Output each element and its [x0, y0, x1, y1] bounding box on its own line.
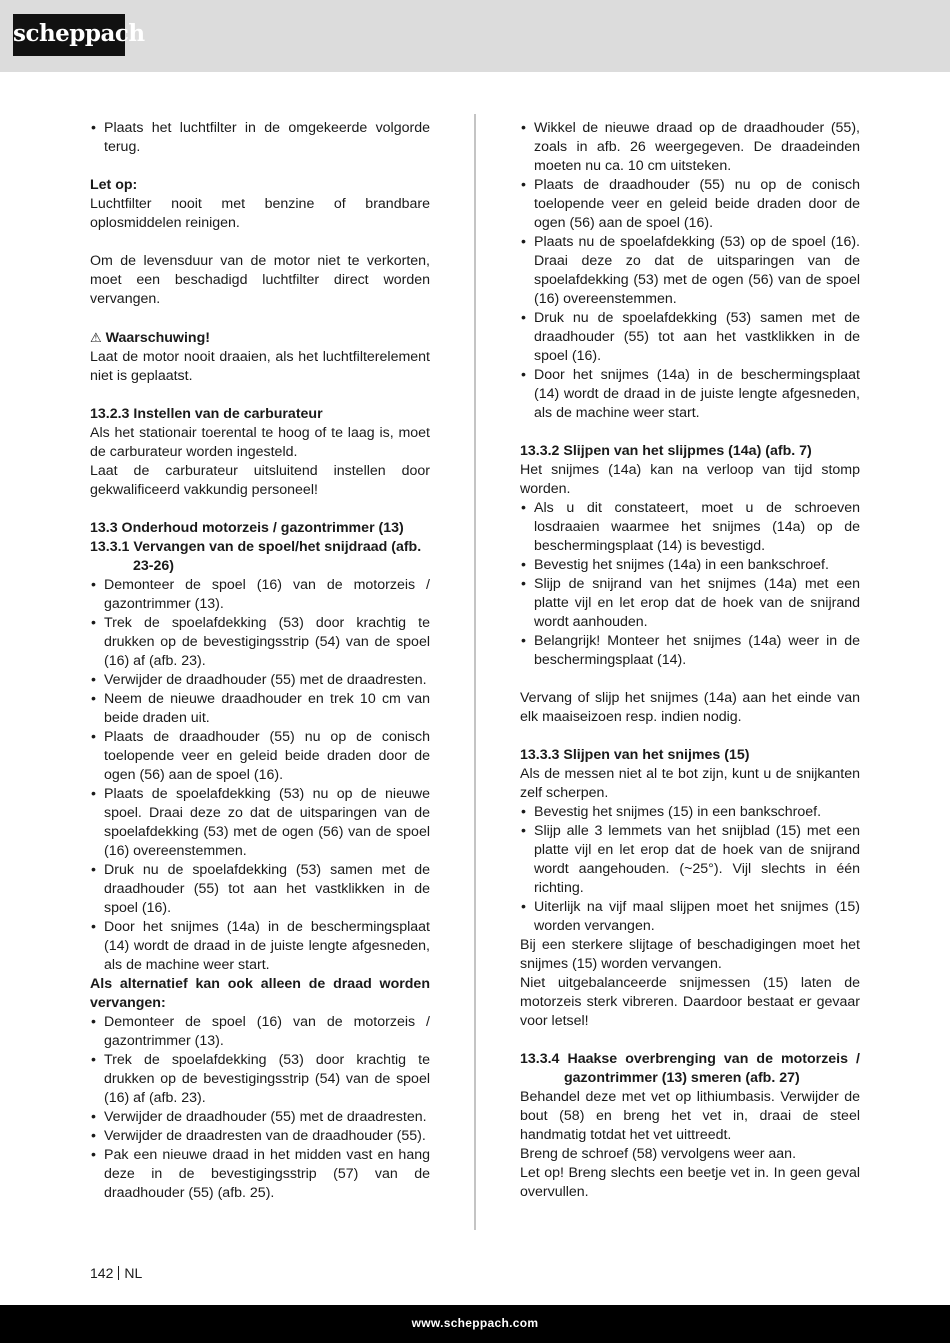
list-item: • Slijp de snijrand van het snijmes (14a) met een platte vijl en let erop dat de hoek van de snijrand wordt aanhouden.	[520, 575, 860, 632]
page-number-value: 142	[90, 1265, 114, 1281]
list-item: • Verwijder de draadresten van de draadhouder (55).	[90, 1127, 430, 1146]
list-item: • Wikkel de nieuwe draad op de draadhouder (55), zoals in afb. 26 weergegeven. De draadeinden moeten nu ca. 10 cm uitsteken.	[520, 119, 860, 176]
list-item: • Druk nu de spoelafdekking (53) samen met de draadhouder (55) tot aan het vastklikken in de spoel (16).	[90, 861, 430, 918]
paragraph: Niet uitgebalanceerde snijmessen (15) laten de motorzeis sterk vibreren. Daardoor bestaat er gevaar voor letsel!	[520, 975, 860, 1029]
warning-label: Waarschuwing!	[105, 330, 210, 346]
line-winding-list	[520, 119, 860, 423]
note-label: Let op:	[90, 177, 138, 193]
blade-sharpening-list	[520, 499, 860, 670]
cutting-blade-list	[520, 803, 860, 936]
list-item: • Belangrijk! Monteer het snijmes (14a) weer in de beschermingsplaat (14).	[520, 632, 860, 670]
website-url: www.scheppach.com	[411, 1316, 539, 1330]
alternative-label: Als alternatief kan ook alleen de draad worden vervangen:	[90, 976, 430, 1011]
air-filter-list	[90, 119, 430, 157]
section-heading: 13.3 Onderhoud motorzeis / gazontrimmer (13)	[90, 520, 404, 536]
note-text: Luchtfilter nooit met benzine of brandbare oplosmiddelen reinigen.	[90, 196, 430, 231]
list-item: • Trek de spoelafdekking (53) door krachtig te drukken op de bevestigingsstrip (54) van de spoel (16) af (afb. 23).	[90, 614, 430, 671]
list-item: • Door het snijmes (14a) in de beschermingsplaat (14) wordt de draad in de juiste lengte afgesneden, als de machine weer start.	[90, 918, 430, 975]
warning-text: Laat de motor nooit draaien, als het luchtfilterelement niet is geplaatst.	[90, 349, 430, 384]
list-item: • Plaats nu de spoelafdekking (53) op de spoel (16). Draai deze zo dat de uitsparingen van de spoelafdekking (53) met de ogen (56) van de spoel (16) overeenstemmen.	[520, 233, 860, 309]
column-divider	[474, 114, 476, 1230]
list-item: • Uiterlijk na vijf maal slijpen moet het snijmes (15) worden vervangen.	[520, 898, 860, 936]
paragraph: Om de levensduur van de motor niet te verkorten, moet een beschadigd luchtfilter direct worden vervangen.	[90, 253, 430, 307]
paragraph: Laat de carburateur uitsluitend instellen door gekwalificeerd vakkundig personeel!	[90, 463, 430, 498]
subsection-heading: 13.3.2 Slijpen van het slijpmes (14a) (afb. 7)	[520, 443, 812, 459]
list-item: • Verwijder de draadhouder (55) met de draadresten.	[90, 671, 430, 690]
paragraph: Het snijmes (14a) kan na verloop van tijd stomp worden.	[520, 462, 860, 497]
header-band	[0, 0, 950, 72]
warning-heading	[90, 328, 430, 348]
list-item: • Plaats het luchtfilter in de omgekeerde volgorde terug.	[90, 119, 430, 157]
list-item: • Als u dit constateert, moet u de schroeven losdraaien waarmee het snijmes (14a) op de beschermingsplaat (14) is bevestigd.	[520, 499, 860, 556]
list-item: • Plaats de draadhouder (55) nu op de conisch toelopende veer en geleid beide draden door de ogen (56) aan de spoel (16).	[90, 728, 430, 785]
list-item: • Druk nu de spoelafdekking (53) samen met de draadhouder (55) tot aan het vastklikken in de spoel (16).	[520, 309, 860, 366]
warning-icon: ⚠	[90, 330, 102, 345]
paragraph: Vervang of slijp het snijmes (14a) aan het einde van elk maaiseizoen resp. indien nodig.	[520, 690, 860, 725]
list-item: • Neem de nieuwe draadhouder en trek 10 cm van beide draden uit.	[90, 690, 430, 728]
right-column	[520, 119, 860, 1202]
list-item: • Trek de spoelafdekking (53) door krachtig te drukken op de bevestigingsstrip (54) van de spoel (16) af (afb. 23).	[90, 1051, 430, 1108]
list-item: • Plaats de spoelafdekking (53) nu op de nieuwe spoel. Draai deze zo dat de uitsparingen van de spoelafdekking (53) met de ogen (56) van de spoel (16) overeenstemmen.	[90, 785, 430, 861]
paragraph: Let op! Breng slechts een beetje vet in. In geen geval overvullen.	[520, 1165, 860, 1200]
paragraph: Bij een sterkere slijtage of beschadigingen moet het snijmes (15) worden vervangen.	[520, 937, 860, 972]
page-separator	[118, 1266, 119, 1280]
subsection-heading: 13.3.1 Vervangen van de spoel/het snijdraad (afb. 23-26)	[90, 539, 422, 574]
left-column	[90, 119, 430, 1203]
list-item: • Verwijder de draadhouder (55) met de draadresten.	[90, 1108, 430, 1127]
list-item: • Slijp alle 3 lemmets van het snijblad (15) met een platte vijl en let erop dat de hoek van de snijrand wordt aangehouden. (~25°). Vijl slechts in één richting.	[520, 822, 860, 898]
list-item: • Pak een nieuwe draad in het midden vast en hang deze in de bevestigingsstrip (57) van de draadhouder (55) (afb. 25).	[90, 1146, 430, 1203]
paragraph: Als de messen niet al te bot zijn, kunt u de snijkanten zelf scherpen.	[520, 766, 860, 801]
list-item: • Plaats de draadhouder (55) nu op de conisch toelopende veer en geleid beide draden door de ogen (56) aan de spoel (16).	[520, 176, 860, 233]
subsection-heading: 13.3.4 Haakse overbrenging van de motorzeis / gazontrimmer (13) smeren (afb. 27)	[520, 1051, 860, 1086]
line-replacement-list	[90, 1013, 430, 1203]
paragraph: Breng de schroef (58) vervolgens weer aan.	[520, 1146, 797, 1162]
list-item: • Door het snijmes (14a) in de beschermingsplaat (14) wordt de draad in de juiste lengte afgesneden, als de machine weer start.	[520, 366, 860, 423]
list-item: • Bevestig het snijmes (14a) in een bankschroef.	[520, 556, 860, 575]
paragraph: Behandel deze met vet op lithiumbasis. Verwijder de bout (58) en breng het vet in, draai de steel handmatig totdat het vet uittreedt.	[520, 1089, 860, 1143]
list-item: • Bevestig het snijmes (15) in een bankschroef.	[520, 803, 860, 822]
list-item: • Demonteer de spoel (16) van de motorzeis / gazontrimmer (13).	[90, 576, 430, 614]
page-number	[90, 1265, 142, 1281]
scheppach-logo: scheppach	[13, 14, 125, 56]
paragraph: Als het stationair toerental te hoog of te laag is, moet de carburateur worden ingesteld.	[90, 425, 430, 460]
list-item: • Demonteer de spoel (16) van de motorzeis / gazontrimmer (13).	[90, 1013, 430, 1051]
spool-replacement-list	[90, 576, 430, 975]
subsection-heading: 13.3.3 Slijpen van het snijmes (15)	[520, 747, 750, 763]
section-heading: 13.2.3 Instellen van de carburateur	[90, 406, 323, 422]
language-code: NL	[124, 1265, 143, 1281]
